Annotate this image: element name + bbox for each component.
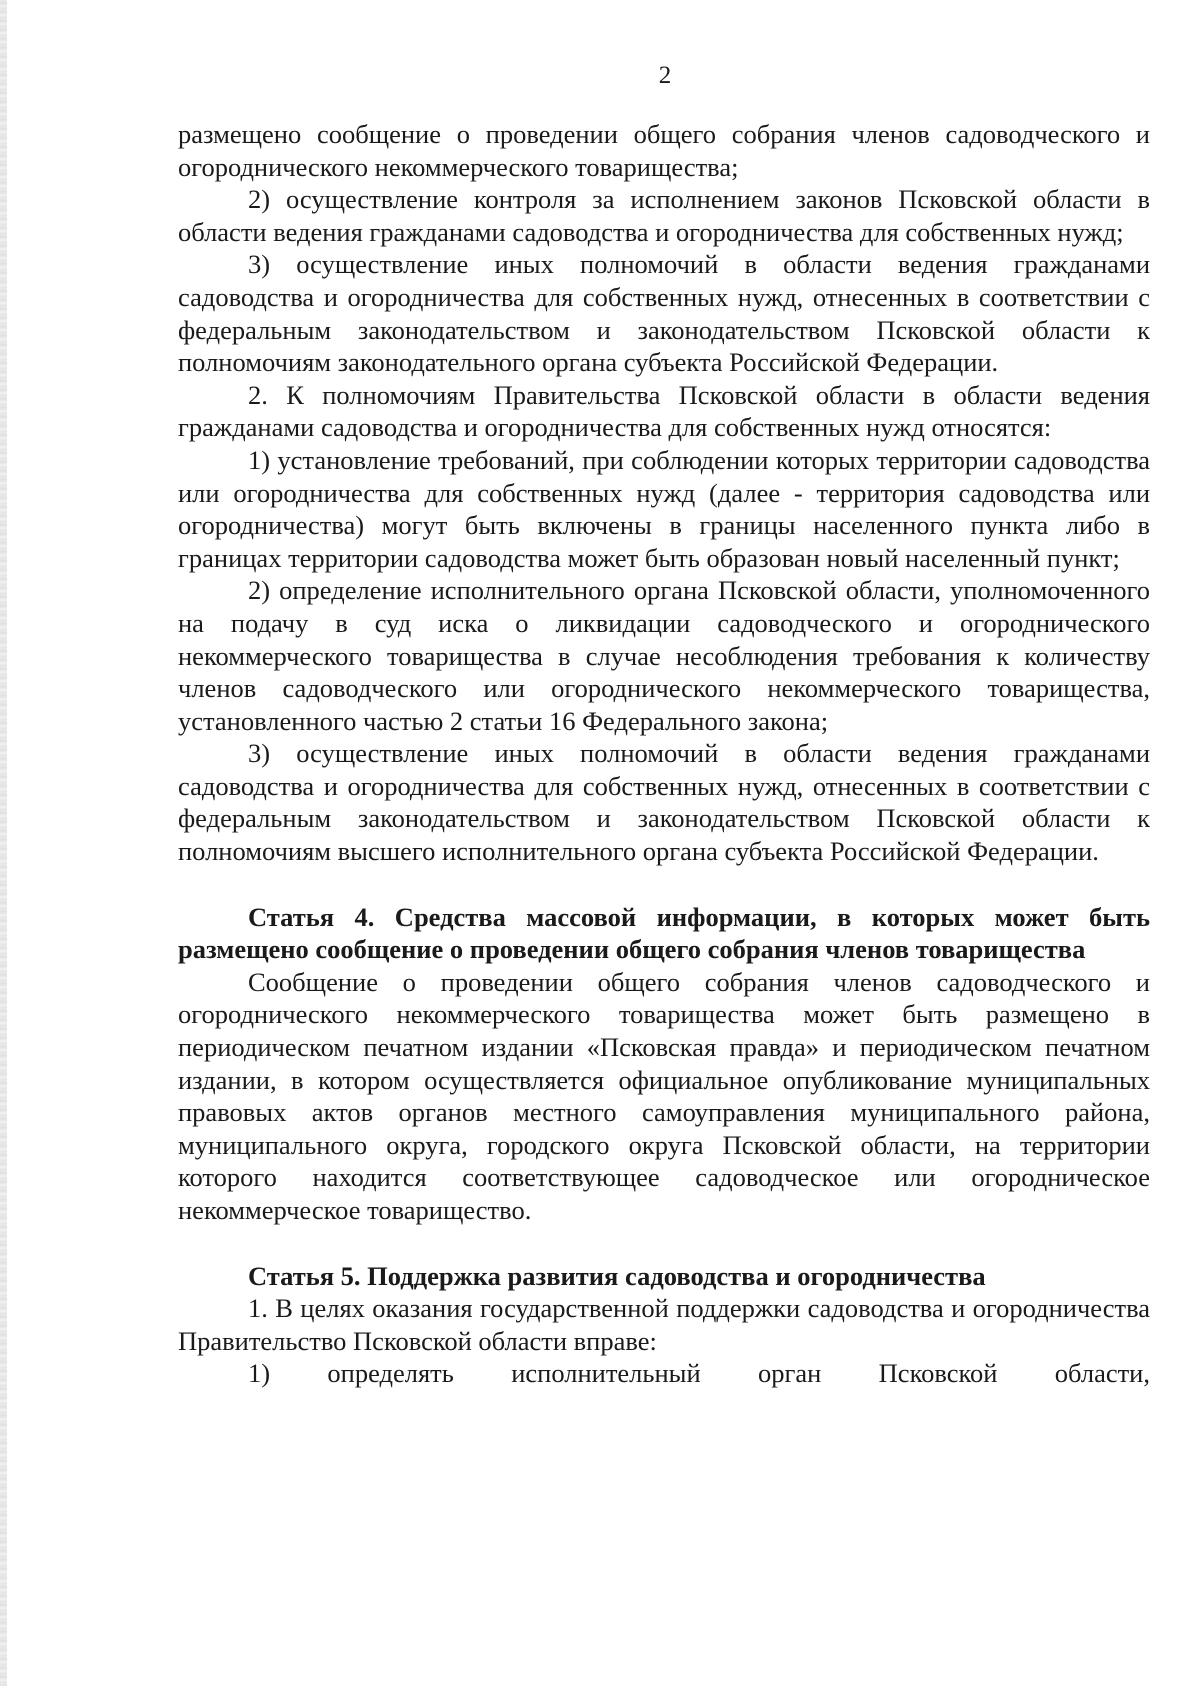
- article-4-heading: Статья 4. Средства массовой информации, в которых может быть размещено сообщение о проведении общего собрания членов товарищества: [178, 901, 1150, 965]
- scan-edge: [0, 0, 7, 1686]
- paragraph-government-powers: 2. К полномочиям Правительства Псковской области в области ведения гражданами садоводства и огородничества для собственных нужд относятся:: [178, 379, 1150, 443]
- paragraph-item-1-requirements: 1) установление требований, при соблюдении которых территории садоводства или огородничества для собственных нужд (далее - территория садоводства или огородничества) могут быть включены в границы населенного пункта либо в границах территории садоводства может быть образован новый населенный пункт;: [178, 444, 1150, 573]
- article-4-body: Сообщение о проведении общего собрания членов садоводческого и огороднического некоммерческого товарищества может быть размещено в периодическом печатном издании «Псковская правда» и периодическом печатном издании, в котором осуществляется официальное опубликование муниципальных правовых актов органов местного самоуправления муниципального района, муниципального округа, городского округа Псковской области, на территории которого находится соответствующее садоводческое или огородническое некоммерческое товарищество.: [178, 966, 1150, 1225]
- document-body: [178, 118, 1150, 1390]
- page-number: 2: [658, 62, 672, 89]
- paragraph-item-2-executive-body: 2) определение исполнительного органа Псковской области, уполномоченного на подачу в суд иска о ликвидации садоводческого и огороднического некоммерческого товарищества в случае несоблюдения требования к количеству членов садоводческого или огороднического некоммерческого товарищества, установленного частью 2 статьи 16 Федерального закона;: [178, 575, 1150, 736]
- paragraph-item-2-control: 2) осуществление контроля за исполнением законов Псковской области в области ведения гражданами садоводства и огородничества для собственных нужд;: [178, 184, 1150, 247]
- paragraph-item-3-other-powers: 3) осуществление иных полномочий в области ведения гражданами садоводства и огородничества для собственных нужд, отнесенных в соответствии с федеральным законодательством и законодательством Псковской области к полномочиям законодательного органа субъекта Российской Федерации.: [178, 249, 1150, 378]
- article-5-paragraph-1: 1. В целях оказания государственной поддержки садоводства и огородничества Правительство Псковской области вправе:: [178, 1293, 1150, 1356]
- article-5-heading: Статья 5. Поддержка развития садоводства и огородничества: [248, 1260, 986, 1291]
- paragraph-item-3-higher-powers: 3) осуществление иных полномочий в области ведения гражданами садоводства и огородничества для собственных нужд, отнесенных в соответствии с федеральным законодательством и законодательством Псковской области к полномочиям высшего исполнительного органа субъекта Российской Федерации.: [178, 738, 1150, 867]
- paragraph-continuation: размещено сообщение о проведении общего собрания членов садоводческого и огороднического некоммерческого товарищества;: [178, 119, 1150, 182]
- article-5-paragraph-2: 1) определять исполнительный орган Псковской области,: [248, 1358, 1150, 1389]
